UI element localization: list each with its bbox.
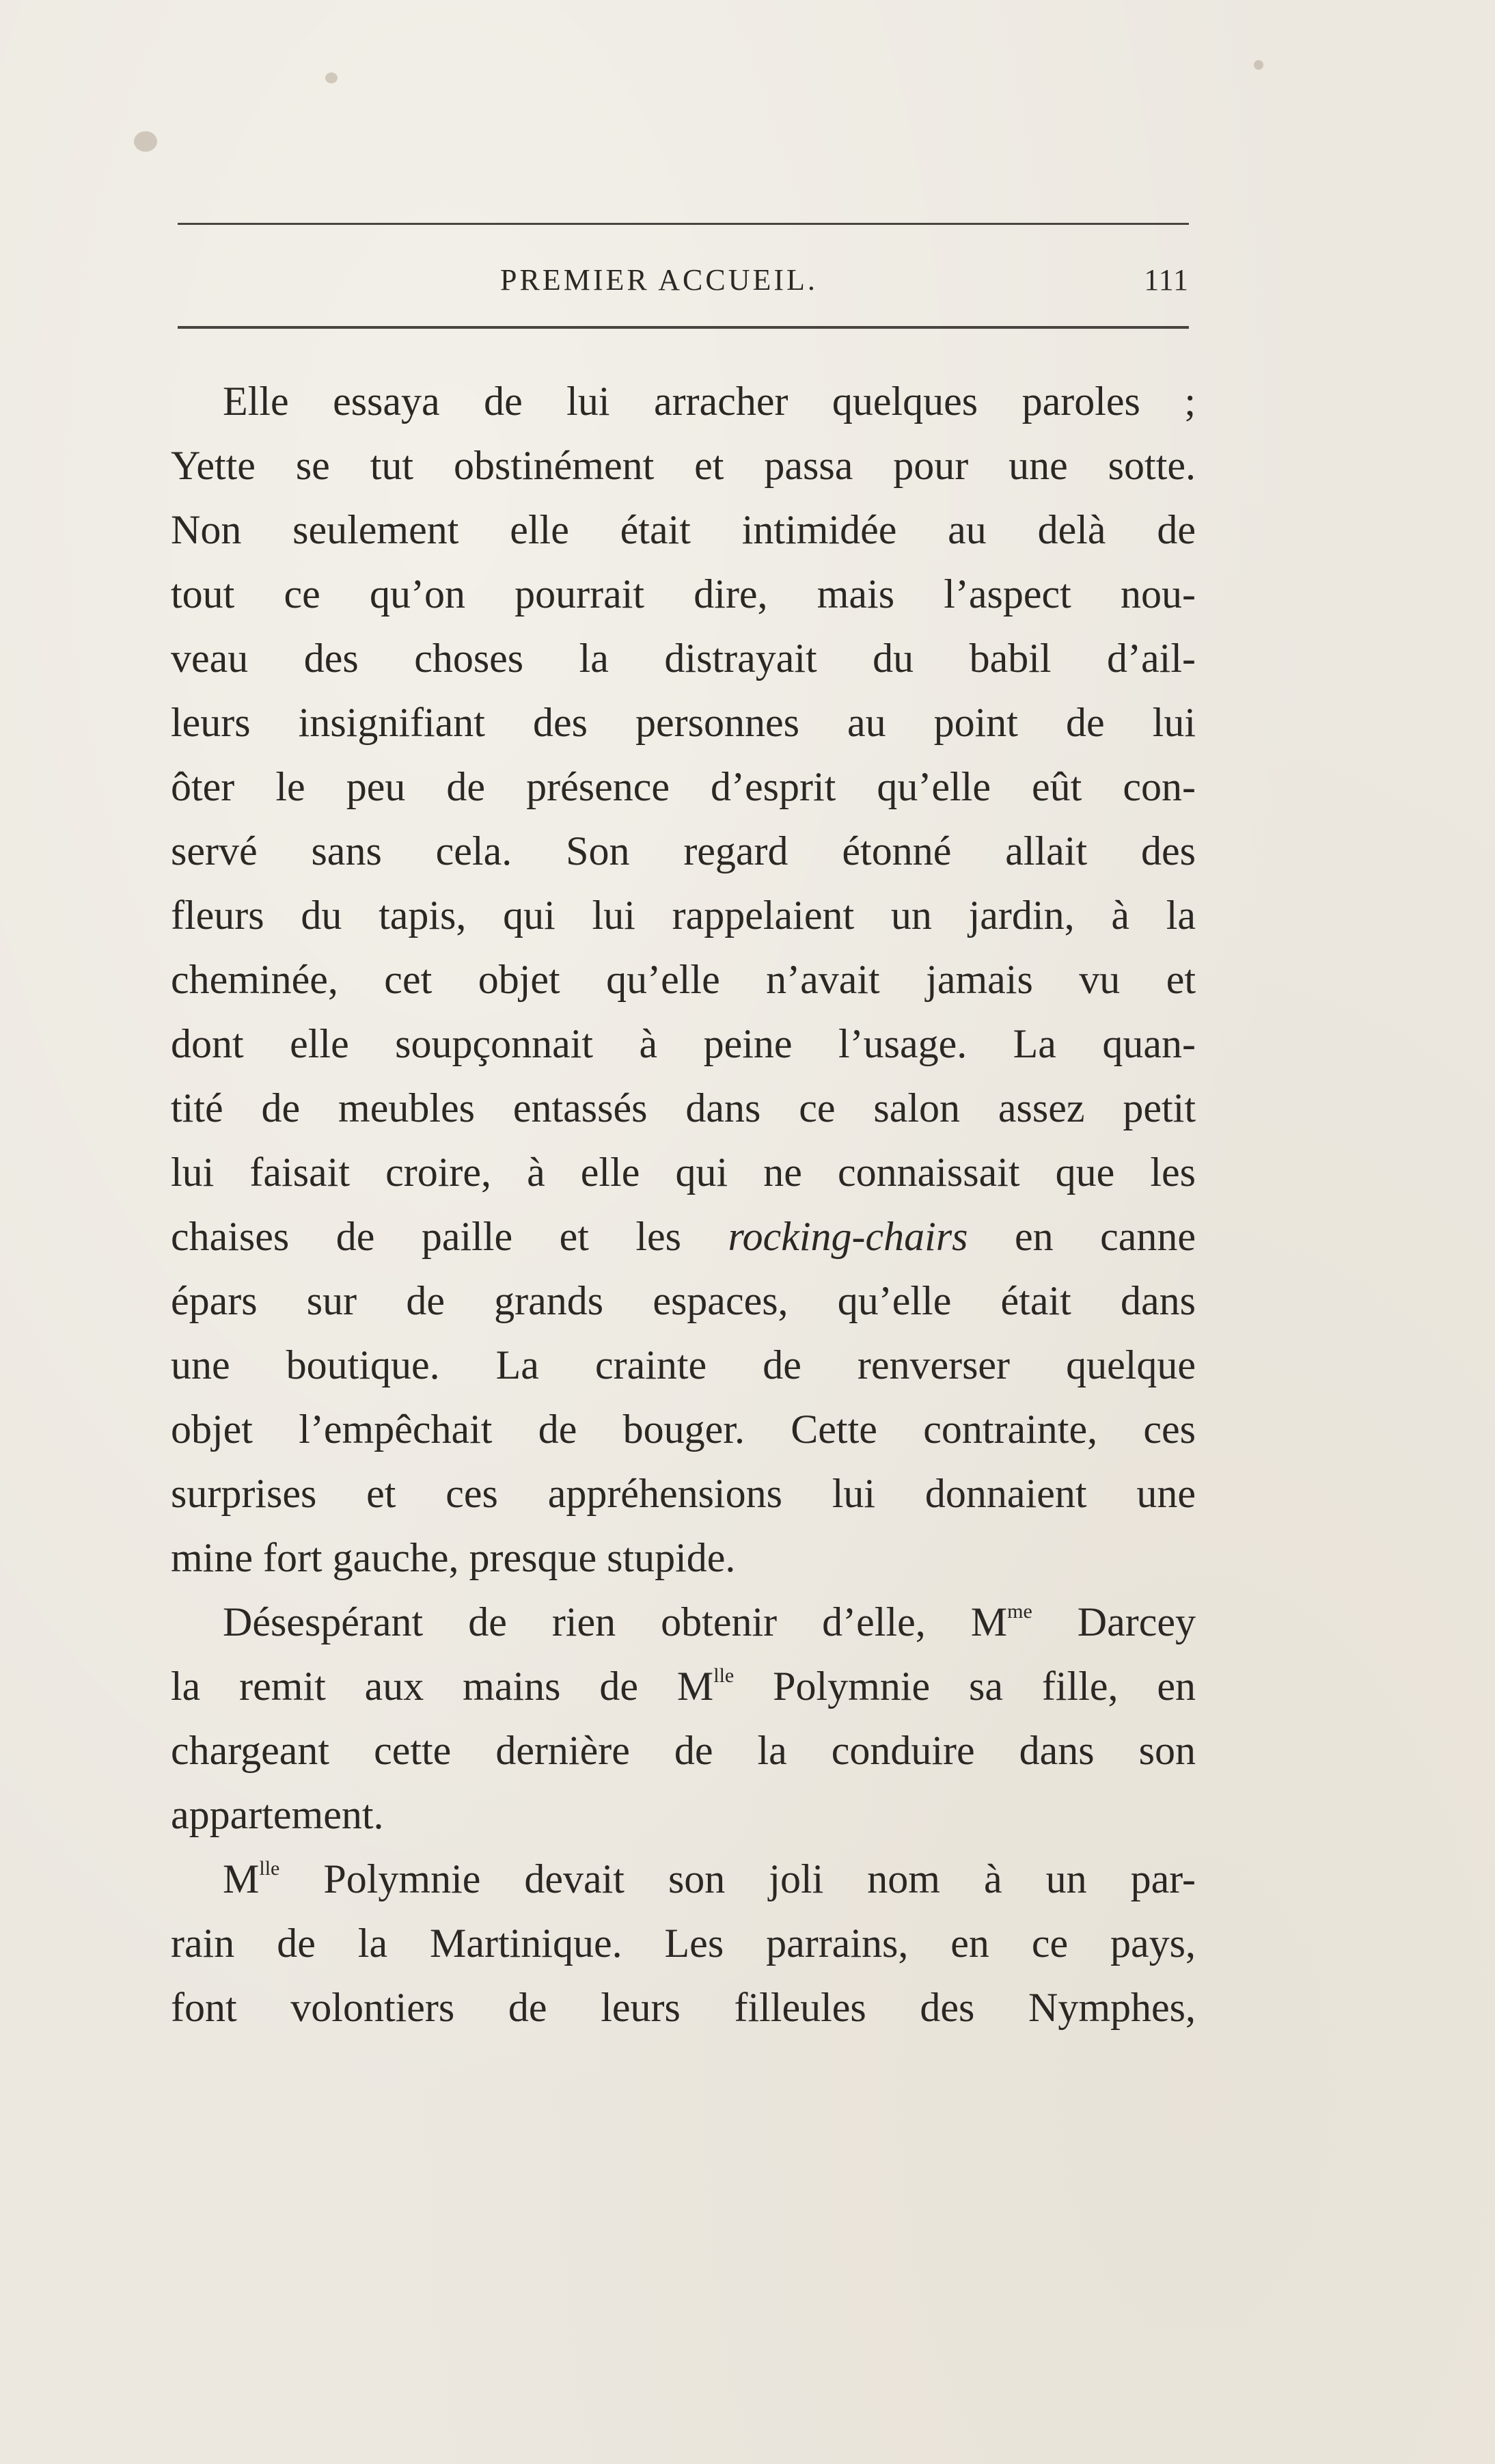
text-line: ôter le peu de présence d’esprit qu’elle eût con- bbox=[171, 764, 1196, 809]
text-line: épars sur de grands espaces, qu’elle était dans bbox=[171, 1278, 1196, 1323]
text-line: tité de meubles entassés dans ce salon assez petit bbox=[171, 1085, 1196, 1131]
paper-speck bbox=[134, 131, 157, 152]
body-text bbox=[171, 369, 1196, 2040]
text-line: rain de la Martinique. Les parrains, en ce pays, bbox=[171, 1921, 1196, 1966]
text-line: mine fort gauche, presque stupide. bbox=[171, 1535, 736, 1580]
text-line: objet l’empêchait de bouger. Cette contrainte, ces bbox=[171, 1407, 1196, 1452]
paper-speck bbox=[325, 72, 338, 83]
text-line: une boutique. La crainte de renverser quelque bbox=[171, 1342, 1196, 1387]
paper-speck bbox=[1254, 60, 1263, 70]
text-line: leurs insignifiant des personnes au point de lui bbox=[171, 700, 1196, 745]
text-line: fleurs du tapis, qui lui rappelaient un jardin, à la bbox=[171, 893, 1196, 938]
text-line: cheminée, cet objet qu’elle n’avait jamais vu et bbox=[171, 957, 1196, 1002]
header-rule-top bbox=[178, 223, 1189, 225]
text-span: chaises de paille et les bbox=[171, 1214, 681, 1259]
text-line: Non seulement elle était intimidée au delà de bbox=[171, 507, 1196, 552]
text-line: Elle essaya de lui arracher quelques paroles ; bbox=[223, 379, 1196, 424]
text-line bbox=[171, 1847, 1196, 1911]
text-line: surprises et ces appréhensions lui donnaient une bbox=[171, 1471, 1196, 1516]
text-line bbox=[171, 1590, 1196, 1654]
text-span: Darcey bbox=[1032, 1599, 1196, 1644]
abbrev-superscript: lle bbox=[713, 1664, 735, 1687]
text-line: appartement. bbox=[171, 1792, 384, 1837]
text-span: Polymnie sa fille, en bbox=[734, 1664, 1196, 1709]
text-line: font volontiers de leurs filleules des Nymphes, bbox=[171, 1985, 1196, 2030]
text-span: en canne bbox=[1015, 1214, 1196, 1259]
running-head bbox=[178, 262, 1189, 303]
text-span: Polymnie devait son joli nom à un par- bbox=[279, 1856, 1196, 1901]
text-line: tout ce qu’on pourrait dire, mais l’aspect nou- bbox=[171, 571, 1196, 617]
text-line: servé sans cela. Son regard étonné allait des bbox=[171, 828, 1196, 874]
text-span: M bbox=[223, 1856, 260, 1901]
abbrev-superscript: lle bbox=[259, 1857, 280, 1880]
header-rule-bottom bbox=[178, 326, 1189, 329]
abbrev-superscript: me bbox=[1007, 1600, 1032, 1623]
text-line: veau des choses la distrayait du babil d’ail- bbox=[171, 636, 1196, 681]
page-number: 111 bbox=[1144, 263, 1189, 297]
running-title: PREMIER ACCUEIL. bbox=[500, 263, 818, 297]
text-line bbox=[171, 1654, 1196, 1718]
text-span: la remit aux mains de M bbox=[171, 1664, 714, 1709]
text-span: Désespérant de rien obtenir d’elle, M bbox=[223, 1599, 1008, 1644]
text-line: lui faisait croire, à elle qui ne connaissait que les bbox=[171, 1150, 1196, 1195]
italic-term: rocking-chairs bbox=[728, 1214, 968, 1259]
text-line: chargeant cette dernière de la conduire dans son bbox=[171, 1728, 1196, 1773]
text-line bbox=[171, 1204, 1196, 1269]
text-line: Yette se tut obstinément et passa pour une sotte. bbox=[171, 443, 1196, 488]
text-line: dont elle soupçonnait à peine l’usage. La quan- bbox=[171, 1021, 1196, 1066]
